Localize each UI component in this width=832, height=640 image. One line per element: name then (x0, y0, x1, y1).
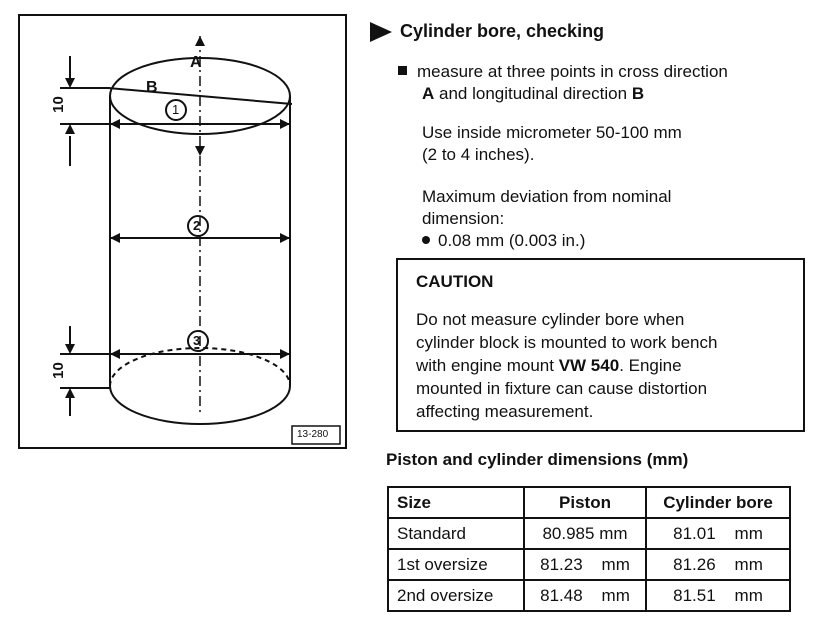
deviation-value: 0.08 mm (0.003 in.) (438, 231, 586, 250)
figure-ref: 13-280 (297, 429, 329, 440)
caution-line2: cylinder block is mounted to work bench (416, 333, 718, 352)
circle-3-label: 3 (193, 333, 201, 348)
caution-title: CAUTION (416, 272, 494, 291)
size-cell: 1st oversize (388, 549, 524, 580)
bore-cell: 81.01 mm (646, 518, 790, 549)
micrometer-line2: (2 to 4 inches). (422, 145, 535, 164)
section-heading (370, 21, 604, 42)
header-piston: Piston (524, 487, 646, 518)
caution-box (396, 258, 805, 432)
bullet-a: A (422, 84, 435, 103)
bore-cell: 81.26 mm (646, 549, 790, 580)
table-title: Piston and cylinder dimensions (mm) (386, 450, 689, 469)
micrometer-note (422, 122, 822, 166)
square-bullet-icon (398, 66, 407, 75)
label-a: A (190, 54, 202, 71)
caution-line3-pre: with engine mount (416, 356, 559, 375)
caution-tool: VW 540 (558, 356, 620, 375)
bore-cell: 81.51 mm (646, 580, 790, 611)
measure-instruction (398, 61, 808, 105)
bullet-b: B (631, 84, 645, 103)
deviation-line1: Maximum deviation from nominal (422, 187, 672, 206)
cylinder-drawing (20, 16, 349, 451)
dot-bullet-icon (422, 236, 430, 244)
heading-text: Cylinder bore, checking (400, 21, 605, 41)
bullet-line1: measure at three points in cross direction (417, 62, 728, 81)
caution-line1: Do not measure cylinder bore when (416, 310, 685, 329)
table-row (388, 549, 790, 580)
table-row (388, 580, 790, 611)
bullet-mid: and longitudinal direction (434, 84, 632, 103)
table-row (388, 518, 790, 549)
deviation-line2: dimension: (422, 209, 505, 228)
piston-cell: 80.985 mm (524, 518, 646, 549)
label-b: B (146, 79, 158, 96)
header-size: Size (388, 487, 524, 518)
circle-2-label: 2 (193, 218, 201, 233)
deviation-note (422, 186, 822, 252)
pointer-icon (370, 22, 392, 42)
cylinder-diagram (18, 14, 347, 449)
piston-cell: 81.23 mm (524, 549, 646, 580)
caution-body (416, 308, 801, 423)
caution-line3-post: . Engine (619, 356, 682, 375)
label-10-bottom: 10 (49, 362, 67, 379)
header-bore: Cylinder bore (646, 487, 790, 518)
size-cell: Standard (388, 518, 524, 549)
dimensions-table (387, 486, 791, 612)
caution-line4: mounted in fixture can cause distortion (416, 379, 708, 398)
circle-1-label: 1 (172, 102, 180, 117)
piston-cell: 81.48 mm (524, 580, 646, 611)
table-header-row (388, 487, 790, 518)
size-cell: 2nd oversize (388, 580, 524, 611)
micrometer-line1: Use inside micrometer 50-100 mm (422, 123, 682, 142)
label-10-top: 10 (49, 96, 67, 113)
caution-line5: affecting measurement. (416, 402, 594, 421)
